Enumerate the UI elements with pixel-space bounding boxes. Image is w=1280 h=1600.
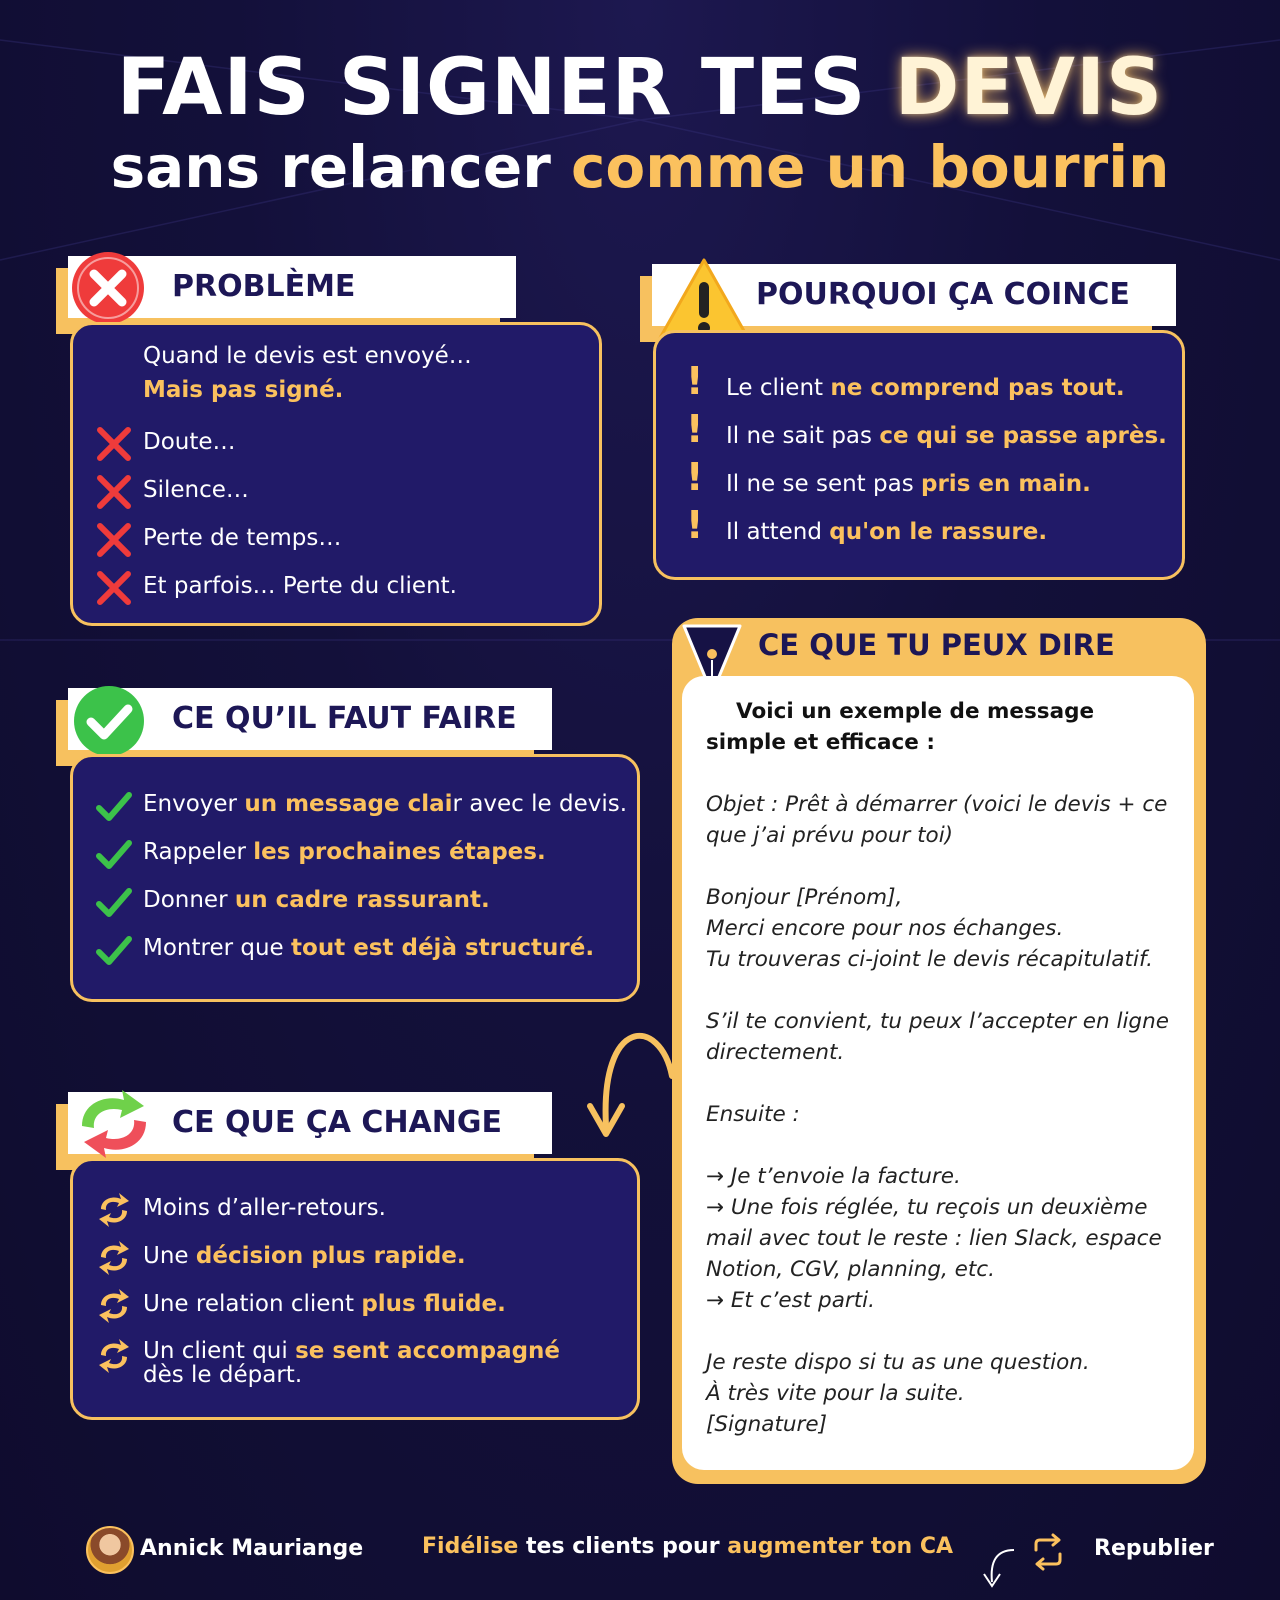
message-paragraph: Ensuite : (706, 1102, 800, 1127)
message-paragraph: S’il te convient, tu peux l’accepter en ligne directement. (706, 1009, 1169, 1065)
check-icon (95, 931, 133, 969)
message-paragraph: → Je t’envoie la facture. → Une fois réglée, tu reçois un deuxième mail avec tout le reste : lien Slack, espace Notion, CGV, planning, etc. → Et c’est parti. (706, 1164, 1162, 1313)
pourquoi-item: Il ne sait pas ce qui se passe après. (726, 423, 1167, 449)
exclamation-icon: ! (686, 359, 704, 403)
probleme-item: Silence… (143, 477, 249, 503)
faire-item: Montrer que tout est déjà structuré. (143, 935, 595, 961)
change-item: Un client qui se sent accompagné dès le départ. (143, 1338, 561, 1388)
refresh-icon (95, 1337, 133, 1375)
pourquoi-item: Le client ne comprend pas tout. (726, 375, 1125, 401)
change-box (70, 1158, 640, 1420)
refresh-arrows-icon (74, 1084, 154, 1164)
curved-arrow-icon (580, 1016, 680, 1146)
main-title-highlight: DEVIS (894, 43, 1164, 133)
faire-item: Envoyer un message clair avec le devis. (143, 791, 628, 817)
avatar (86, 1526, 134, 1574)
refresh-icon (95, 1239, 133, 1277)
subtitle-highlight: comme un bourrin (571, 133, 1170, 201)
change-item: Une relation client plus fluide. (143, 1291, 506, 1317)
probleme-item: Perte de temps… (143, 525, 342, 551)
author-name: Annick Mauriange (140, 1536, 364, 1561)
message-example (682, 676, 1194, 1470)
refresh-icon (95, 1287, 133, 1325)
footer-tagline: Fidélise tes clients pour augmenter ton CA (422, 1534, 954, 1559)
pourquoi-item: Il ne se sent pas pris en main. (726, 471, 1091, 497)
message-intro: Voici un exemple de message simple et efficace : (706, 699, 1095, 755)
probleme-box (70, 322, 602, 626)
probleme-item: Et parfois… Perte du client. (143, 573, 457, 599)
main-title-white: FAIS SIGNER TES (116, 43, 895, 133)
dire-heading: CE QUE TU PEUX DIRE (758, 628, 1115, 662)
curved-arrow-down-icon (978, 1546, 1018, 1592)
faire-heading-text: CE QU’IL FAUT FAIRE (172, 701, 517, 736)
probleme-heading-text: PROBLÈME (172, 269, 356, 304)
subtitle-white: sans relancer (110, 133, 571, 201)
exclamation-icon: ! (686, 407, 704, 451)
subtitle (0, 132, 1280, 202)
exclamation-icon: ! (686, 503, 704, 547)
main-title (0, 38, 1280, 138)
change-item: Moins d’aller-retours. (143, 1195, 386, 1221)
probleme-item: Doute… (143, 429, 236, 455)
cross-icon (95, 521, 133, 559)
message-paragraph: Je reste dispo si tu as une question. À très vite pour la suite. [Signature] (706, 1350, 1090, 1437)
change-item: Une décision plus rapide. (143, 1243, 466, 1269)
cross-icon (95, 569, 133, 607)
cross-icon (95, 473, 133, 511)
faire-item: Donner un cadre rassurant. (143, 887, 490, 913)
red-cross-icon (70, 250, 146, 326)
check-icon (95, 835, 133, 873)
cross-icon (95, 425, 133, 463)
change-heading-text: CE QUE ÇA CHANGE (172, 1105, 502, 1140)
green-check-icon (72, 684, 146, 758)
repost-button[interactable]: Republier (1094, 1536, 1214, 1561)
probleme-intro: Quand le devis est envoyé… (143, 343, 472, 369)
check-icon (95, 883, 133, 921)
message-paragraph: Bonjour [Prénom], Merci encore pour nos échanges. Tu trouveras ci-joint le devis récapitulatif. (706, 885, 1153, 972)
faire-item: Rappeler les prochaines étapes. (143, 839, 546, 865)
faire-box (70, 754, 640, 1002)
pourquoi-heading-text: POURQUOI ÇA COINCE (756, 277, 1130, 312)
refresh-icon (95, 1191, 133, 1229)
probleme-intro-highlight: Mais pas signé. (143, 377, 344, 403)
pourquoi-box (653, 330, 1185, 580)
exclamation-icon: ! (686, 455, 704, 499)
pourquoi-item: Il attend qu'on le rassure. (726, 519, 1048, 545)
repost-icon[interactable] (1028, 1532, 1068, 1572)
message-paragraph: Objet : Prêt à démarrer (voici le devis + ce que j’ai prévu pour toi) (706, 792, 1168, 848)
check-icon (95, 787, 133, 825)
